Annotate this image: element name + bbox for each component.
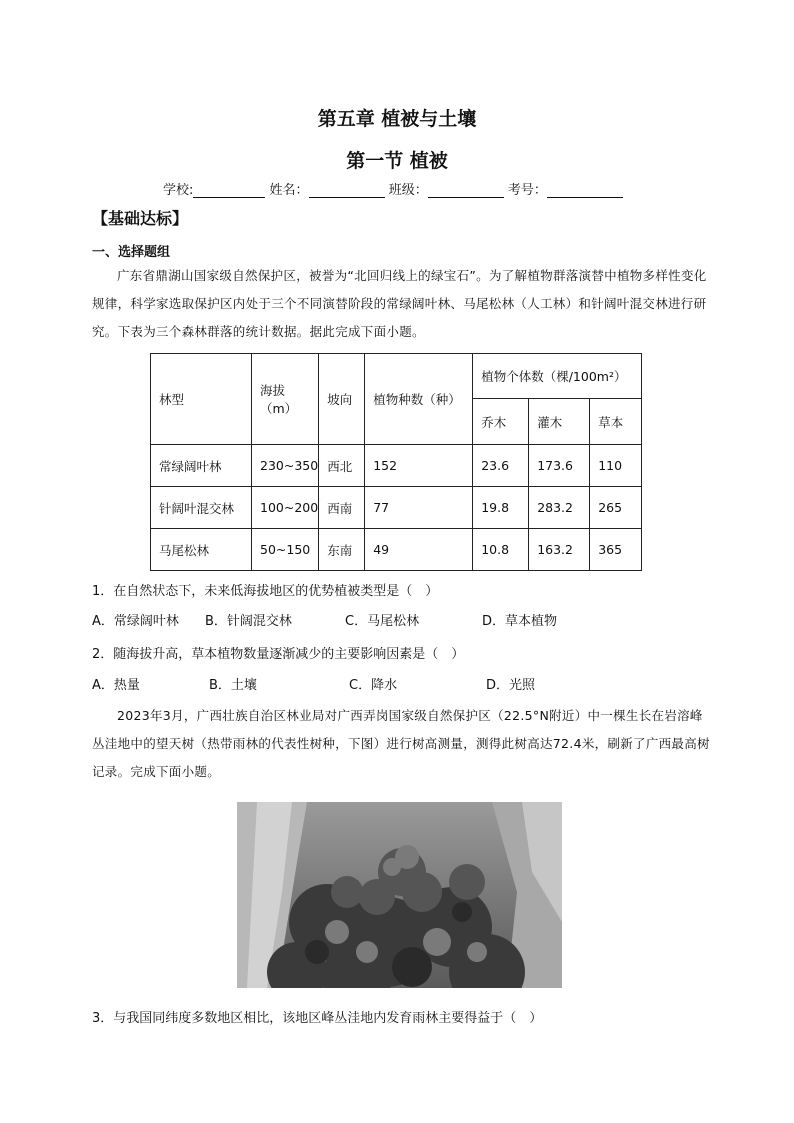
header-altitude-label: 海拔 (260, 383, 286, 398)
header-individuals: 植物个体数（棵/100m²） (473, 354, 642, 399)
cell-type: 马尾松林 (151, 529, 252, 571)
cell-tree: 23.6 (473, 445, 529, 487)
q2-option-d[interactable]: D．光照 (486, 678, 536, 693)
chapter-title: 第五章 植被与土壤 (317, 108, 477, 130)
student-info-fields (163, 179, 623, 198)
table-row (151, 445, 642, 487)
header-altitude-unit: （m） (260, 401, 298, 416)
passage-1-text: 广东省鼎湖山国家级自然保护区，被誉为“北回归线上的绿宝石”。为了解植物群落演替中植物多样性变化规律，科学家选取保护区内处于三个不同演替阶段的常绿阔叶林、马尾松林（人工林）和针阔叶混交林进行研究。下表为三个森林群落的统计数据。据此完成下面小题。 (92, 268, 707, 339)
cell-slope: 西北 (319, 445, 365, 487)
forest-data-table (150, 353, 642, 571)
cell-type: 针阔叶混交林 (151, 487, 252, 529)
table-row (151, 487, 642, 529)
header-slope: 坡向 (319, 354, 365, 445)
table-row (151, 529, 642, 571)
cell-type: 常绿阔叶林 (151, 445, 252, 487)
section-heading: 【基础达标】 (92, 209, 189, 228)
question-1-stem: 1．在自然状态下，未来低海拔地区的优势植被类型是（ ） (92, 584, 439, 599)
question-3-stem: 3．与我国同纬度多数地区相比，该地区峰丛洼地内发育雨林主要得益于（ ） (92, 1011, 543, 1026)
question-2-stem: 2．随海拔升高，草本植物数量逐渐减少的主要影响因素是（ ） (92, 647, 465, 662)
cell-slope: 西南 (319, 487, 365, 529)
cell-species: 77 (365, 487, 473, 529)
cell-tree: 10.8 (473, 529, 529, 571)
cell-tree: 19.8 (473, 487, 529, 529)
q2-option-c[interactable]: C．降水 (349, 678, 398, 693)
header-altitude (252, 354, 319, 445)
cell-altitude: 230~350 (252, 445, 319, 487)
school-blank[interactable] (193, 183, 265, 198)
exam-no-label: 考号： (507, 183, 547, 198)
header-herb: 草本 (590, 399, 642, 445)
cell-herb: 110 (590, 445, 642, 487)
class-blank[interactable] (428, 183, 504, 198)
class-label: 班级： (388, 183, 428, 198)
question-1-options (92, 610, 557, 629)
rainforest-photo (237, 802, 562, 988)
cell-shrub: 283.2 (529, 487, 590, 529)
cell-altitude: 50~150 (252, 529, 319, 571)
passage-2-text: 2023年3月，广西壮族自治区林业局对广西弄岗国家级自然保护区（22.5°N附近）中一棵生长在岩溶峰丛洼地中的望天树（热带雨林的代表性树种，下图）进行树高测量，测得此树高达72.4米，刷新了广西最高树记录。完成下面小题。 (92, 708, 710, 779)
sub-heading: 一、选择题组 (92, 245, 171, 260)
cell-altitude: 100~200 (252, 487, 319, 529)
cell-species: 49 (365, 529, 473, 571)
header-shrub: 灌木 (529, 399, 590, 445)
cell-shrub: 173.6 (529, 445, 590, 487)
header-forest-type: 林型 (151, 354, 252, 445)
header-species: 植物种数（种） (365, 354, 473, 445)
cell-herb: 265 (590, 487, 642, 529)
question-2-options (92, 674, 535, 693)
cell-species: 152 (365, 445, 473, 487)
name-blank[interactable] (309, 183, 385, 198)
q1-option-c[interactable]: C．马尾松林 (345, 614, 420, 629)
rainforest-photo-image (237, 802, 562, 988)
passage-2 (92, 702, 714, 786)
q1-option-a[interactable]: A．常绿阔叶林 (92, 614, 179, 629)
cell-herb: 365 (590, 529, 642, 571)
cell-slope: 东南 (319, 529, 365, 571)
q2-option-b[interactable]: B．土壤 (209, 678, 257, 693)
q1-option-d[interactable]: D．草本植物 (482, 614, 558, 629)
passage-1 (92, 262, 714, 346)
school-label: 学校: (163, 183, 194, 198)
header-tree: 乔木 (473, 399, 529, 445)
section-title: 第一节 植被 (346, 150, 448, 172)
q1-option-b[interactable]: B．针阔混交林 (205, 614, 292, 629)
cell-shrub: 163.2 (529, 529, 590, 571)
name-label: 姓名： (269, 183, 309, 198)
q2-option-a[interactable]: A．热量 (92, 678, 140, 693)
exam-no-blank[interactable] (547, 183, 623, 198)
